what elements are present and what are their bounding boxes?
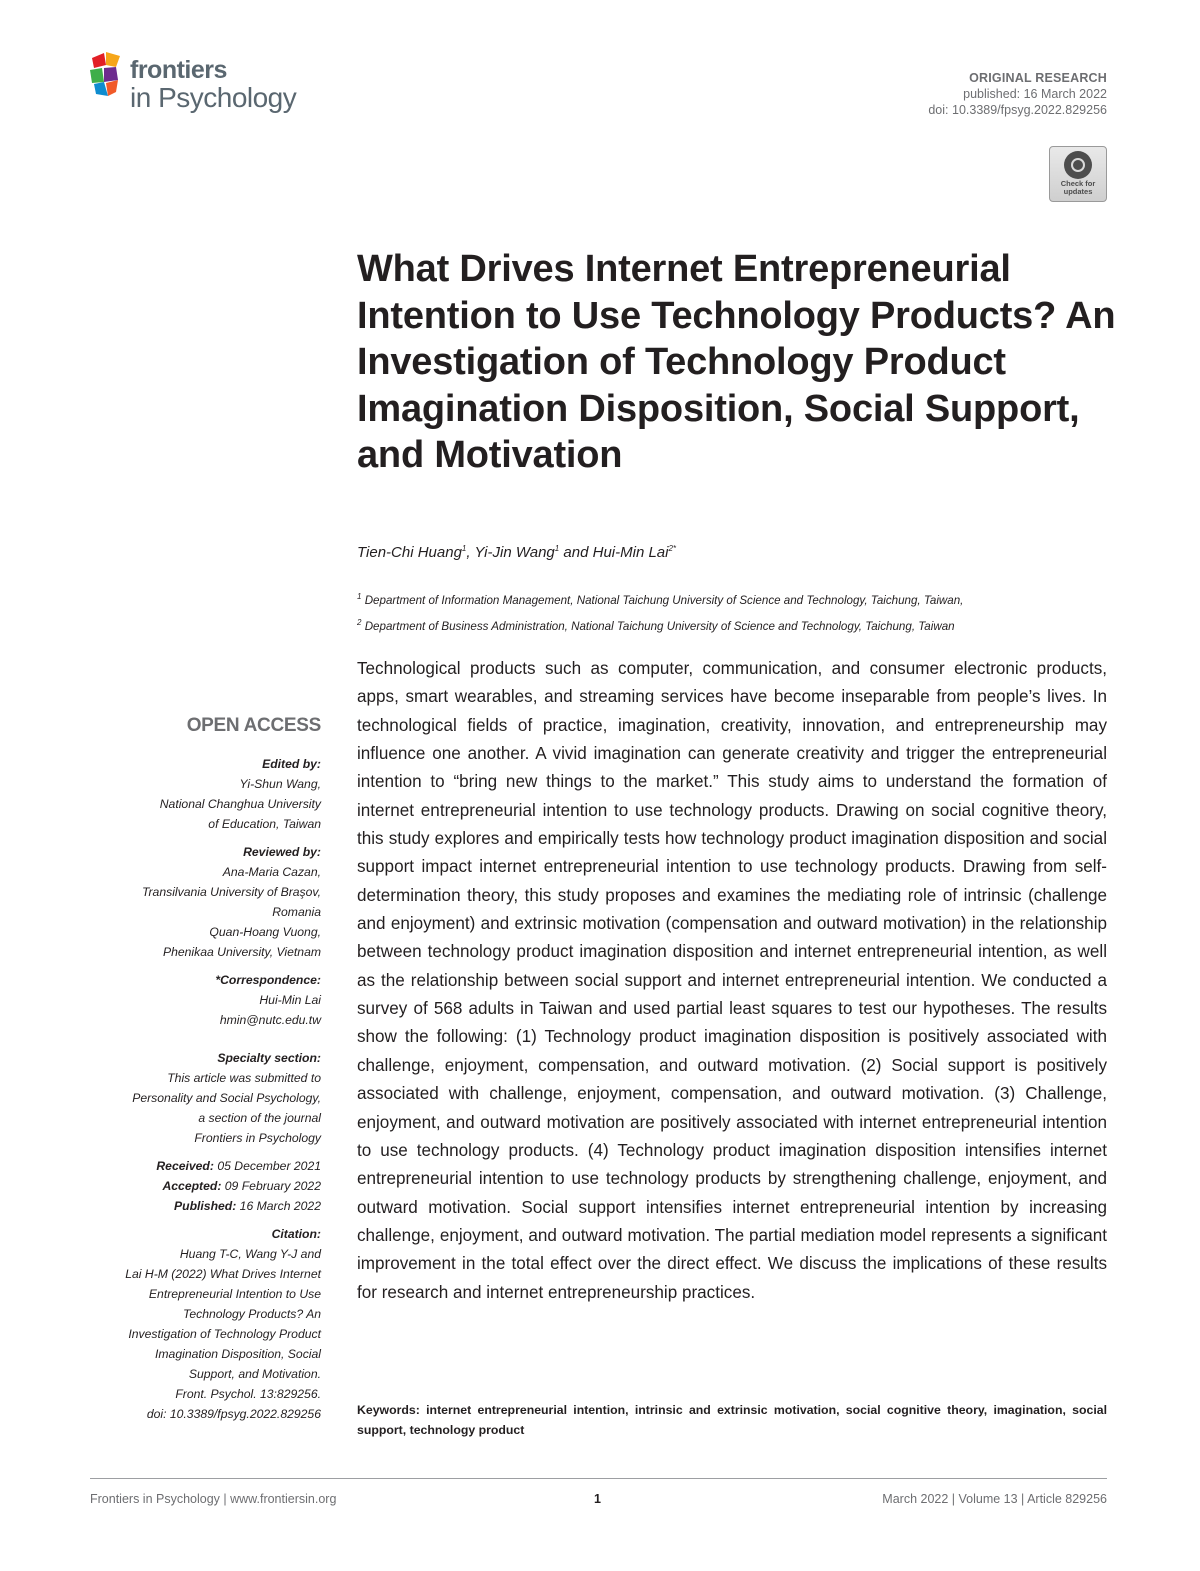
author-name[interactable]: Hui-Min Lai (592, 544, 669, 561)
keywords (357, 1400, 1107, 1440)
accepted-date (90, 1176, 321, 1196)
correspondence-lines[interactable] (90, 990, 321, 1030)
author-name[interactable]: Yi-Jin Wang (474, 544, 555, 561)
article-title: What Drives Internet Entrepreneurial Intention to Use Technology Products? An Investigation of Technology Product Imagination Disposition, Social Support, and Motivation (357, 248, 1116, 476)
page-number: 1 (594, 1492, 601, 1506)
affiliation-number: 2 (357, 617, 362, 627)
author-affiliation-mark: 2* (668, 544, 677, 553)
author-affiliation-mark: 1 (461, 544, 467, 553)
edited-by-label: Edited by: (262, 757, 321, 771)
published-label: Published: (174, 1199, 237, 1213)
reviewer-line: Phenikaa University, Vietnam (162, 945, 321, 959)
citation-line: Technology Products? An (183, 1307, 321, 1321)
doi-link[interactable]: doi: 10.3389/fpsyg.2022.829256 (928, 103, 1107, 117)
author-list (357, 544, 676, 561)
affiliation-text: Department of Information Management, National Taichung University of Science and Technology, Taichung, Taiwan, (364, 593, 964, 607)
reviewed-by-label: Reviewed by: (243, 845, 321, 859)
affiliation-list (357, 586, 963, 638)
citation-lines (90, 1244, 321, 1424)
citation-line: Entrepreneurial Intention to Use (148, 1287, 321, 1301)
specialty-line: This article was submitted to (167, 1071, 321, 1085)
reviewer-line: Quan-Hoang Vuong, (209, 925, 321, 939)
correspondence-line: hmin@nutc.edu.tw (219, 1013, 321, 1027)
author-separator: and (559, 544, 593, 561)
article-type: ORIGINAL RESEARCH (969, 71, 1107, 85)
open-access-label: OPEN ACCESS (186, 715, 321, 736)
check-for-updates-button[interactable] (1049, 146, 1107, 202)
citation-line: doi: 10.3389/fpsyg.2022.829256 (146, 1407, 321, 1421)
specialty-section-label: Specialty section: (217, 1051, 321, 1065)
abstract-text: Technological products such as computer, communication, and consumer electronic products, apps, smart wearables, and streaming services have become inseparable from people’s lives. In technological fields of practice, imagination, creativity, innovation, and entrepreneurship may influence one another. A vivid imagination can generate creativity and trigger the entrepreneurial intention to “bring new things to the market.” This study aims to understand the formation of internet entrepreneurial intention to use technology products. Drawing on social cognitive theory, this study explores and empirically tests how technology product imagination disposition and social support impact internet entrepreneurial intention to use technology products. Drawing from self-determination theory, this study proposes and examines the mediating role of intrinsic (challenge and enjoyment) and extrinsic motivation (compensation and outward motivation) in the relationship between technology product imagination disposition and internet entrepreneurial intention, as well as the relationship between social support and internet entrepreneurial intention. We conducted a survey of 568 adults in Taiwan and used partial least squares to test our hypotheses. The results show the following: (1) Technology product imagination disposition is positively associated with challenge, enjoyment, compensation, and outward motivation. (2) Social support is positively associated with challenge, enjoyment, compensation, and outward motivation. (3) Challenge, enjoyment, and outward motivation are positively associated with internet entrepreneurial intention to use technology products. (4) Technology product imagination disposition intensifies internet entrepreneurial intention to use technology products by strengthening challenge, enjoyment, and outward motivation. Social support intensifies internet entrepreneurial intention by increasing challenge, enjoyment, and outward motivation. The partial mediation model represents a significant improvement in the total effect over the direct effect. We discuss the implications of these results for research and internet entrepreneurship practices. (357, 659, 1107, 1302)
reviewer-line: Transilvania University of Braşov, (141, 885, 321, 899)
journal-logo[interactable] (88, 50, 318, 130)
reviewer-line: Romania (272, 905, 321, 919)
author-name[interactable]: Tien-Chi Huang (357, 544, 462, 561)
reviewer-line: Ana-Maria Cazan, (222, 865, 321, 879)
correspondence-label: *Correspondence: (215, 973, 321, 987)
editor-line: National Changhua University (159, 797, 321, 811)
accepted-label: Accepted: (162, 1179, 222, 1193)
edited-by-lines[interactable] (90, 774, 321, 834)
logo-word-frontiers: frontiers (130, 56, 227, 84)
citation-line: Lai H-M (2022) What Drives Internet (125, 1267, 321, 1281)
edited-by-section (90, 754, 321, 834)
published-date: published: 16 March 2022 (963, 87, 1107, 101)
check-for-updates-label: Check for updates (1060, 179, 1096, 196)
affiliation-item (357, 586, 963, 612)
citation-label: Citation: (271, 1227, 321, 1241)
received-label: Received: (156, 1159, 214, 1173)
citation-line: Support, and Motivation. (188, 1367, 321, 1381)
correspondence-line: Hui-Min Lai (259, 993, 321, 1007)
citation-section (90, 1224, 321, 1424)
affiliation-text: Department of Business Administration, National Taichung University of Science and Technology, Taichung, Taiwan (364, 619, 955, 633)
author-separator: , (466, 544, 475, 561)
citation-line: Investigation of Technology Product (128, 1327, 321, 1341)
specialty-line: Frontiers in Psychology (194, 1131, 321, 1145)
editor-line: Yi-Shun Wang, (239, 777, 321, 791)
reviewed-by-lines[interactable] (90, 862, 321, 962)
correspondence-section (90, 970, 321, 1030)
affiliation-number: 1 (357, 592, 362, 601)
published-value: 16 March 2022 (236, 1199, 321, 1213)
editor-line: of Education, Taiwan (208, 817, 321, 831)
received-value: 05 December 2021 (213, 1159, 321, 1173)
specialty-line: Personality and Social Psychology, (132, 1091, 321, 1105)
update-icon (1064, 151, 1092, 179)
dates-section (90, 1156, 321, 1216)
affiliation-item (357, 612, 963, 638)
specialty-line: a section of the journal (198, 1111, 321, 1125)
article-sidebar (90, 716, 321, 1432)
citation-line: Front. Psychol. 13:829256. (175, 1387, 321, 1401)
footer-issue-info: March 2022 | Volume 13 | Article 829256 (882, 1492, 1107, 1506)
footer-divider (90, 1478, 1107, 1479)
reviewed-by-section (90, 842, 321, 962)
footer-journal-link[interactable]: Frontiers in Psychology | www.frontiersin.org (90, 1492, 337, 1506)
received-date (90, 1156, 321, 1176)
article-meta-header (928, 70, 1107, 118)
citation-line: Imagination Disposition, Social (155, 1347, 321, 1361)
frontiers-logo-icon (88, 50, 132, 100)
specialty-section-lines (90, 1068, 321, 1148)
published-date-sidebar (90, 1196, 321, 1216)
logo-word-journal: in Psychology (130, 82, 297, 113)
citation-line: Huang T-C, Wang Y-J and (179, 1247, 321, 1261)
author-affiliation-mark: 1 (554, 544, 560, 553)
keywords-label: Keywords: (357, 1403, 420, 1417)
keywords-list: internet entrepreneurial intention, intrinsic and extrinsic motivation, social cognitive theory, imagination, social support, technology product (357, 1403, 1107, 1437)
specialty-section (90, 1048, 321, 1148)
accepted-value: 09 February 2022 (221, 1179, 321, 1193)
